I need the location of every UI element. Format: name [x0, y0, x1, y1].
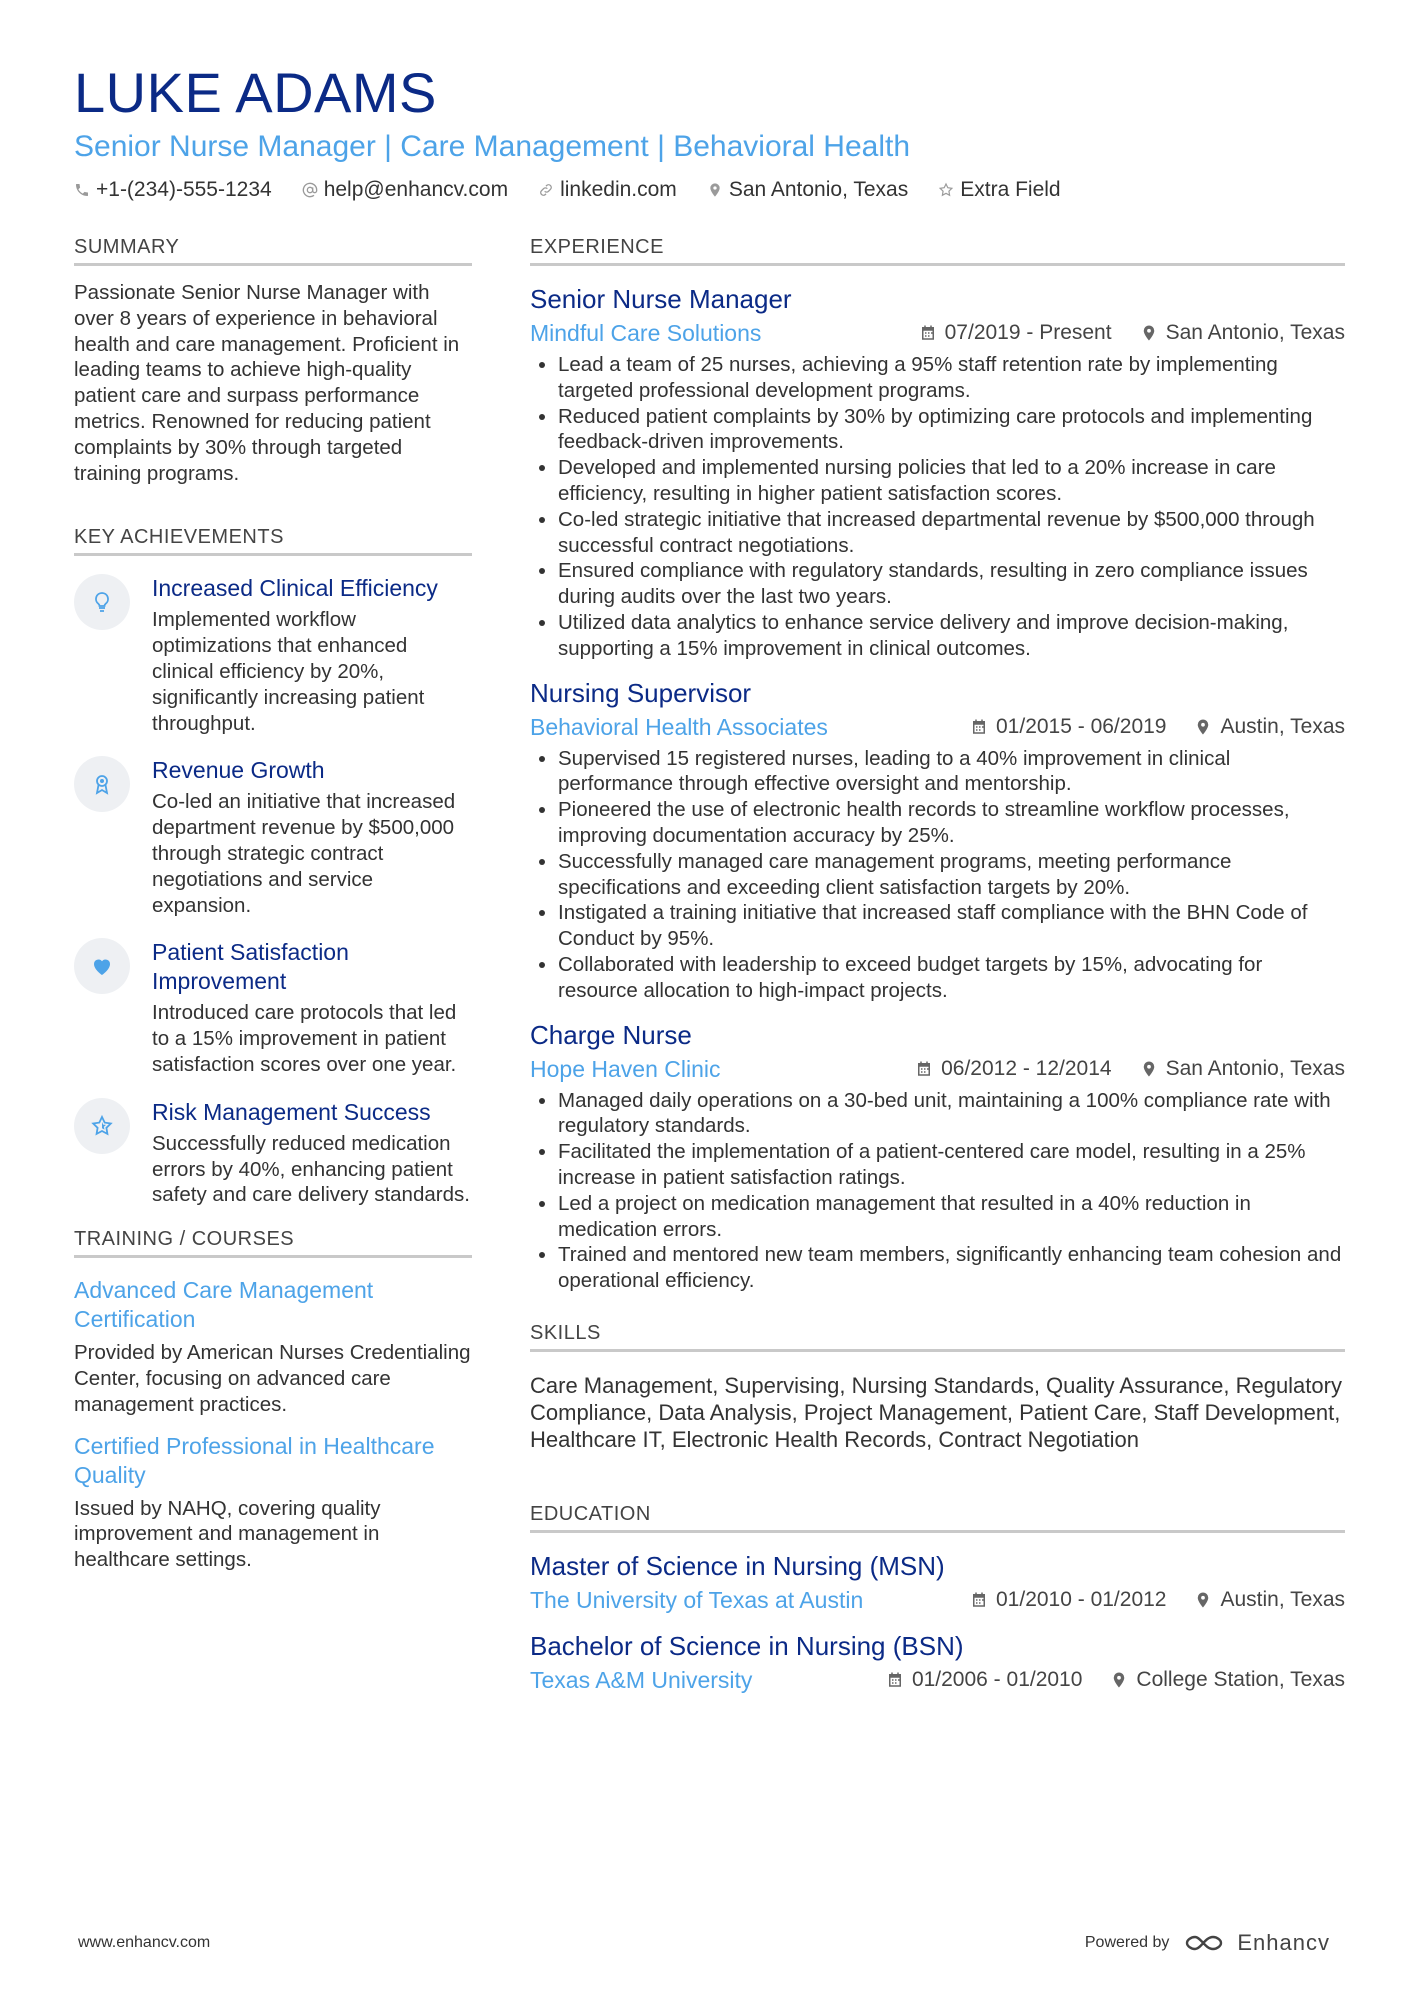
powered-by	[1085, 1930, 1330, 1956]
summary-heading: SUMMARY	[74, 236, 472, 266]
summary-text: Passionate Senior Nurse Manager with over 8 years of experience in behavioral health and care management. Proficient in leading teams to achieve high-quality patient care and surpass performance metrics. Renowned for reducing patient complaints by 30% through targeted training programs.	[74, 281, 460, 485]
contact-bar	[74, 178, 1344, 202]
skills-text: Care Management, Supervising, Nursing Standards, Quality Assurance, Regulatory Compliance, Data Analysis, Project Management, Patient Care, Staff Development, Healthcare IT, Electronic Health Records, Contract Negotiation	[530, 1372, 1342, 1452]
star-outline-icon	[938, 182, 954, 198]
achievement-text: Successfully reduced medication errors by 40%, enhancing patient safety and care delivery standards.	[152, 1131, 470, 1207]
job-entry	[530, 676, 1345, 1004]
job-bullet: • Pioneered the use of electronic health records to streamline workflow processes, improving documentation accuracy by 25%.	[558, 797, 1345, 849]
job-bullet: • Developed and implemented nursing policies that led to a 20% increase in care efficiency, resulting in higher patient satisfaction scores.	[558, 455, 1345, 507]
job-entry	[530, 1018, 1345, 1294]
education-dates: 01/2006 - 01/2010	[911, 1667, 1083, 1691]
achievement-text: Introduced care protocols that led to a 15% improvement in patient satisfaction scores over one year.	[152, 1001, 457, 1076]
education-entry	[530, 1549, 1345, 1615]
job-bullet: • Led a project on medication management that resulted in a 40% reduction in medication errors.	[558, 1191, 1345, 1243]
achievement-item	[74, 938, 472, 1077]
award-icon	[74, 756, 130, 812]
location-text: San Antonio, Texas	[728, 178, 909, 201]
calendar-icon	[915, 1060, 933, 1078]
job-bullet: • Reduced patient complaints by 30% by optimizing care protocols and implementing feedback-driven improvements.	[558, 404, 1345, 456]
course-item	[74, 1276, 472, 1417]
candidate-headline: Senior Nurse Manager | Care Management | Behavioral Health	[74, 130, 911, 163]
job-meta	[530, 1054, 1345, 1084]
calendar-icon	[970, 1591, 988, 1609]
course-item	[74, 1432, 472, 1573]
job-bullets	[530, 746, 1345, 1004]
contact-phone[interactable]	[74, 178, 272, 202]
job-bullet: • Lead a team of 25 nurses, achieving a 95% staff retention rate by implementing targeted professional development programs.	[558, 352, 1345, 404]
job-bullet: • Trained and mentored new team members, significantly enhancing team cohesion and operational efficiency.	[558, 1242, 1345, 1294]
achievement-title: Patient Satisfaction Improvement	[152, 939, 349, 995]
candidate-name: LUKE ADAMS	[74, 61, 437, 124]
phone-icon	[74, 182, 90, 198]
achievement-title: Revenue Growth	[152, 757, 325, 784]
course-text: Provided by American Nurses Credentialing Center, focusing on advanced care management practices.	[74, 1341, 471, 1416]
company-name: Behavioral Health Associates	[530, 713, 828, 740]
school-name: Texas A&M University	[530, 1666, 753, 1693]
job-dates: 06/2012 - 12/2014	[941, 1056, 1112, 1080]
email-text: help@enhancv.com	[323, 178, 509, 201]
link-icon	[538, 182, 554, 198]
training-heading: TRAINING / COURSES	[74, 1228, 472, 1258]
job-bullets	[530, 1088, 1345, 1294]
job-bullet: • Supervised 15 registered nurses, leading to a 40% improvement in clinical performance through effective oversight and mentorship.	[558, 746, 1345, 798]
job-dates: 01/2015 - 06/2019	[996, 714, 1167, 738]
job-entry	[530, 282, 1345, 662]
education-location: College Station, Texas	[1136, 1667, 1345, 1691]
map-pin-icon	[1194, 718, 1212, 736]
job-bullet: • Facilitated the implementation of a patient-centered care model, resulting in a 25% increase in patient satisfaction ratings.	[558, 1139, 1345, 1191]
brand-text: Enhancv	[1237, 1930, 1330, 1955]
map-pin-icon	[707, 182, 723, 198]
contact-location	[707, 178, 908, 202]
achievement-item	[74, 574, 472, 736]
training-section	[74, 1228, 472, 1573]
contact-extra	[938, 178, 1060, 202]
enhancv-logo[interactable]	[1181, 1930, 1330, 1956]
lightbulb-icon	[74, 574, 130, 630]
experience-section	[530, 236, 1345, 1294]
job-bullet: • Collaborated with leadership to exceed budget targets by 15%, advocating for resource allocation to high-impact projects.	[558, 952, 1345, 1004]
job-bullet: • Co-led strategic initiative that increased departmental revenue by $500,000 through successful contract negotiations.	[558, 507, 1345, 559]
powered-by-text: Powered by	[1084, 1934, 1170, 1951]
left-column	[74, 236, 472, 1587]
achievement-title: Risk Management Success	[152, 1098, 431, 1125]
phone-text: +1-(234)-555-1234	[96, 178, 272, 201]
education-section	[530, 1503, 1345, 1695]
job-meta	[530, 712, 1345, 742]
achievement-text: Implemented workflow optimizations that enhanced clinical efficiency by 20%, significantly increasing patient throughput.	[152, 608, 425, 735]
linkedin-text: linkedin.com	[560, 178, 677, 201]
job-title: Charge Nurse	[530, 1019, 692, 1050]
education-dates: 01/2010 - 01/2012	[996, 1587, 1167, 1611]
company-name: Mindful Care Solutions	[530, 320, 762, 346]
infinity-icon	[1181, 1931, 1229, 1955]
education-location: Austin, Texas	[1220, 1587, 1345, 1611]
resume-header	[74, 60, 1344, 202]
degree-title: Bachelor of Science in Nursing (BSN)	[530, 1630, 964, 1661]
page-footer	[78, 1930, 1330, 1956]
education-meta	[530, 1585, 1345, 1615]
achievement-item	[74, 756, 472, 918]
summary-section	[74, 236, 472, 486]
course-text: Issued by NAHQ, covering quality improvement and management in healthcare settings.	[74, 1496, 381, 1572]
job-bullets	[530, 352, 1345, 662]
job-title: Nursing Supervisor	[530, 677, 752, 708]
job-bullet: • Ensured compliance with regulatory standards, resulting in zero compliance issues during audits over the last two years.	[558, 558, 1345, 610]
at-icon	[302, 182, 318, 198]
heart-icon	[74, 938, 130, 994]
map-pin-icon	[1194, 1591, 1212, 1609]
achievement-title: Increased Clinical Efficiency	[152, 575, 438, 602]
education-entry	[530, 1629, 1345, 1695]
achievements-section	[74, 526, 472, 1208]
contact-linkedin[interactable]	[538, 178, 677, 202]
job-bullet: • Utilized data analytics to enhance service delivery and improve decision-making, supporting a 15% improvement in clinical outcomes.	[558, 610, 1345, 662]
map-pin-icon	[1140, 1060, 1158, 1078]
degree-title: Master of Science in Nursing (MSN)	[530, 1550, 945, 1581]
achievements-heading: KEY ACHIEVEMENTS	[74, 526, 472, 556]
calendar-icon	[886, 1671, 904, 1689]
job-location: San Antonio, Texas	[1165, 321, 1345, 344]
map-pin-icon	[1110, 1671, 1128, 1689]
contact-email[interactable]	[302, 178, 508, 202]
map-pin-icon	[1140, 324, 1158, 342]
skills-section	[530, 1322, 1345, 1453]
calendar-icon	[970, 718, 988, 736]
education-heading: EDUCATION	[530, 1503, 1345, 1533]
footer-url[interactable]: www.enhancv.com	[78, 1934, 211, 1951]
right-column	[530, 236, 1345, 1709]
job-location: San Antonio, Texas	[1165, 1056, 1345, 1080]
job-bullet: • Managed daily operations on a 30-bed unit, maintaining a 100% compliance rate with regulatory standards.	[558, 1088, 1345, 1140]
course-title: Certified Professional in Healthcare Quality	[74, 1432, 435, 1488]
course-title: Advanced Care Management Certification	[74, 1277, 374, 1333]
job-dates: 07/2019 - Present	[944, 321, 1112, 344]
extra-text: Extra Field	[960, 178, 1061, 201]
job-title: Senior Nurse Manager	[530, 284, 792, 314]
skills-heading: SKILLS	[530, 1322, 1345, 1352]
star-icon	[74, 1098, 130, 1154]
achievement-text: Co-led an initiative that increased department revenue by $500,000 through strategic contract negotiations and service expansion.	[152, 790, 456, 917]
job-bullet: • Instigated a training initiative that increased staff compliance with the BHN Code of Conduct by 95%.	[558, 900, 1345, 952]
job-meta	[530, 318, 1345, 348]
school-name: The University of Texas at Austin	[530, 1586, 864, 1613]
company-name: Hope Haven Clinic	[530, 1055, 721, 1082]
job-bullet: • Successfully managed care management programs, meeting performance specifications and exceeding client satisfaction targets by 20%.	[558, 849, 1345, 901]
education-meta	[530, 1665, 1345, 1695]
calendar-icon	[919, 324, 937, 342]
experience-heading: EXPERIENCE	[530, 236, 1345, 266]
job-location: Austin, Texas	[1220, 714, 1345, 738]
achievement-item	[74, 1098, 472, 1208]
